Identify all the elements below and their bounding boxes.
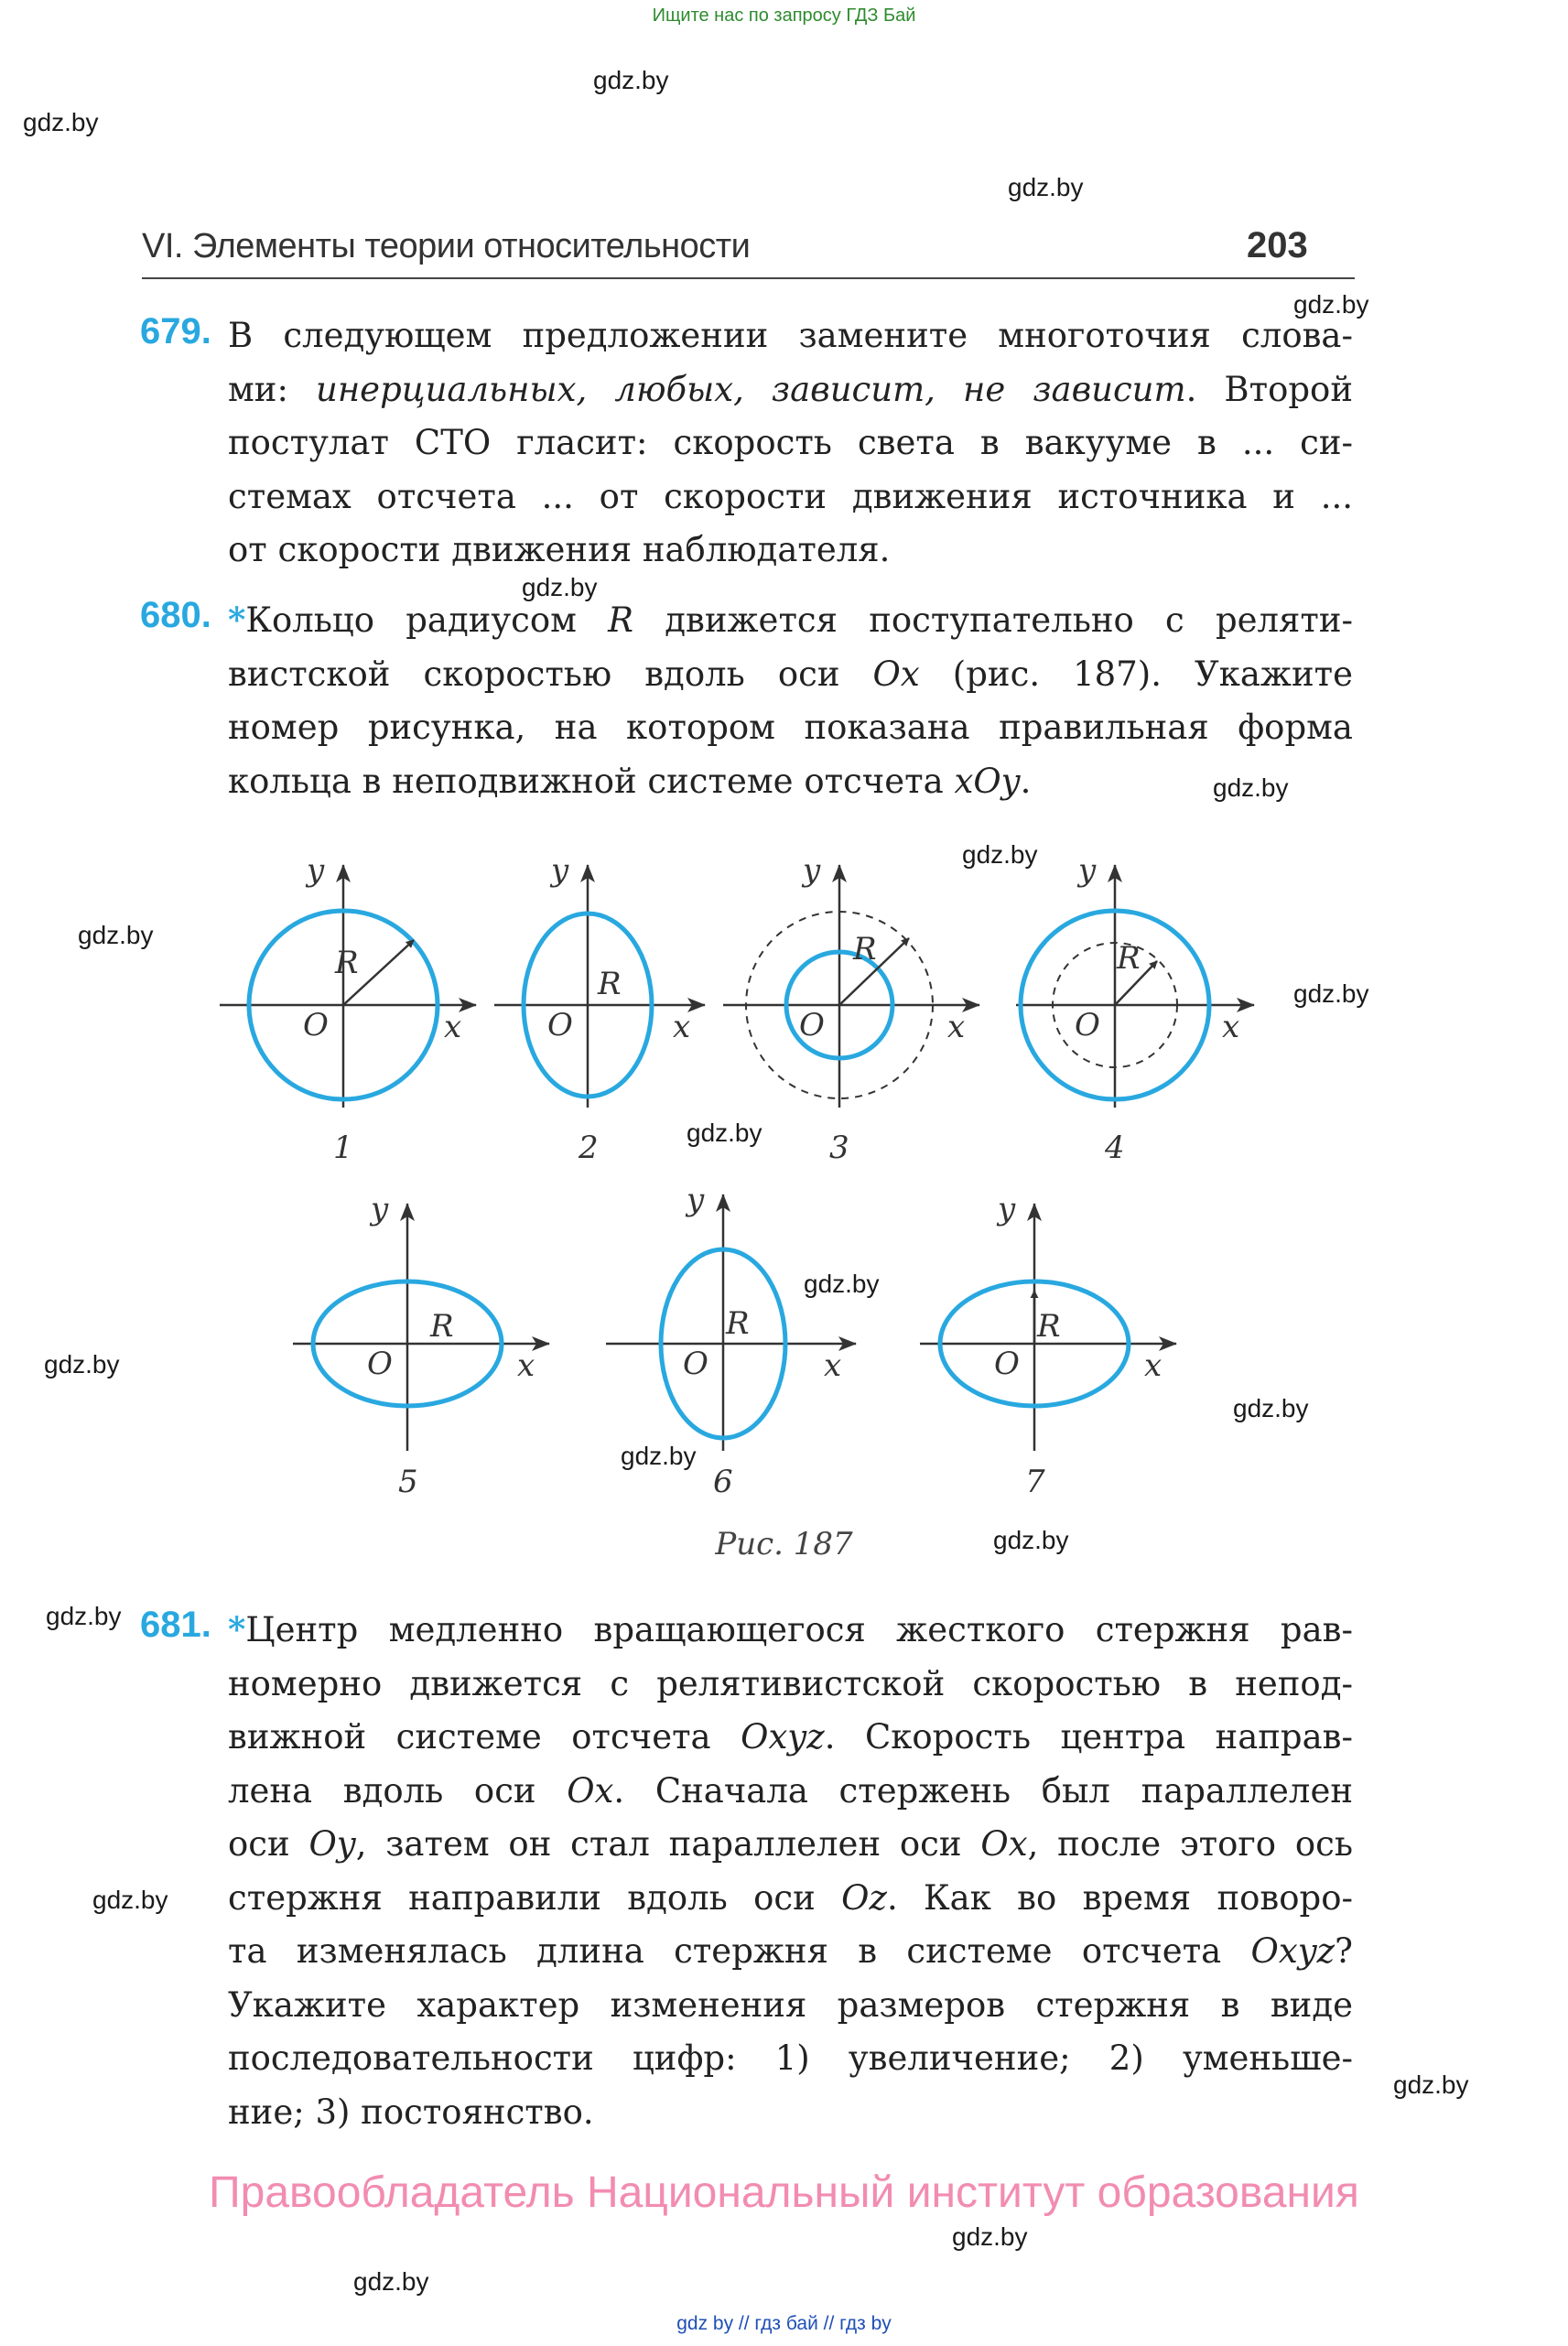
y-axis-label-3: y	[803, 852, 821, 889]
x-axis-label-4: x	[1222, 1009, 1240, 1045]
radius-label-6: R	[726, 1305, 750, 1342]
text-line: вистской скоростью вдоль оси Ox (рис. 187). Укажите	[228, 654, 1353, 694]
watermark: gdz.by	[687, 1119, 762, 1147]
x-axis-label-2: x	[673, 1009, 691, 1045]
problem-681-text	[228, 1603, 1353, 2139]
x-axis-label-5: x	[517, 1347, 535, 1384]
text-line: *Центр медленно вращающегося жесткого стержня рав-	[228, 1609, 1353, 1649]
text-line: стемах отсчета ... от скорости движения источника и ...	[228, 476, 1353, 516]
origin-label-6: O	[683, 1346, 708, 1382]
origin-label-7: O	[994, 1346, 1020, 1382]
panel-number-3: 3	[829, 1130, 849, 1166]
watermark: gdz.by	[1008, 173, 1084, 201]
watermark: gdz.by	[1393, 2070, 1469, 2099]
text-line: ми: инерциальных, любых, зависит, не зависит. Второй	[228, 369, 1353, 409]
origin-label-5: O	[367, 1346, 393, 1382]
text-line: стержня направили вдоль оси Oz. Как во время поворо-	[228, 1877, 1353, 1918]
y-axis-label-4: y	[1078, 852, 1097, 889]
radius-label-3: R	[853, 931, 877, 968]
y-axis-label-1: y	[307, 852, 325, 889]
text-line: ние; 3) постоянство.	[228, 2092, 594, 2132]
origin-label-3: O	[799, 1007, 825, 1043]
copyright-notice: Правообладатель Национальный институт образования	[209, 2168, 1359, 2217]
watermark: gdz.by	[952, 2222, 1028, 2251]
watermark: gdz.by	[962, 840, 1038, 869]
watermark: gdz.by	[804, 1270, 880, 1298]
watermark: gdz.by	[593, 66, 669, 94]
problem-679-number: 679.	[140, 311, 211, 351]
radius-label-2: R	[598, 966, 622, 1002]
y-axis-label-6: y	[687, 1182, 705, 1218]
top-banner-link[interactable]: Ищите нас по запросу ГДЗ Бай	[652, 5, 916, 26]
text-line: от скорости движения наблюдателя.	[228, 530, 891, 569]
panel-number-1: 1	[333, 1130, 353, 1166]
figure-caption: Рис. 187	[715, 1526, 853, 1562]
panel-number-7: 7	[1025, 1464, 1045, 1500]
text-line: кольца в неподвижной системе отсчета xOy.	[228, 761, 1032, 801]
text-line: постулат СТО гласит: скорость света в вакууме в ... си-	[228, 423, 1353, 462]
watermark: gdz.by	[621, 1442, 697, 1470]
radius-label-5: R	[430, 1308, 454, 1345]
text-line: та изменялась длина стержня в системе отсчета Oxyz?	[228, 1931, 1353, 1971]
text-line: последовательности цифр: 1) увеличение; 2) уменьше-	[228, 2038, 1353, 2078]
text-line: лена вдоль оси Ox. Сначала стержень был параллелен	[228, 1770, 1353, 1811]
panel-number-2: 2	[579, 1130, 599, 1166]
x-axis-label-3: x	[947, 1009, 966, 1045]
panel-number-5: 5	[398, 1464, 418, 1500]
watermark: gdz.by	[1293, 979, 1369, 1008]
panel-number-4: 4	[1105, 1130, 1125, 1166]
text-line: номер рисунка, на котором показана правильная форма	[228, 708, 1353, 747]
watermark: gdz.by	[1293, 290, 1369, 319]
text-line: вижной системе отсчета Oxyz. Скорость центра направ-	[228, 1717, 1353, 1757]
watermark: gdz.by	[1213, 773, 1289, 802]
problem-681-number: 681.	[140, 1605, 211, 1645]
origin-label-4: O	[1075, 1007, 1100, 1043]
text-line: Укажите характер изменения размеров стержня в виде	[228, 1984, 1353, 2025]
radius-label-1: R	[335, 945, 359, 981]
chapter-title: VI. Элементы теории относительности	[142, 227, 751, 265]
text-line: *Кольцо радиусом R движется поступательно с реляти-	[228, 600, 1353, 640]
watermark: gdz.by	[92, 1886, 168, 1914]
radius-label-7: R	[1037, 1308, 1061, 1345]
text-line: оси Oy, затем он стал параллелен оси Ox, после этого ось	[228, 1824, 1354, 1864]
text-line: номерно движется с релятивистской скоростью в непод-	[228, 1663, 1353, 1703]
y-axis-label-7: y	[998, 1191, 1016, 1227]
radius-label-4: R	[1117, 940, 1141, 977]
y-axis-label-5: y	[371, 1191, 389, 1227]
page-number: 203	[1247, 225, 1308, 265]
watermark: gdz.by	[353, 2267, 429, 2296]
watermark: gdz.by	[522, 573, 598, 601]
x-axis-label-6: x	[824, 1347, 842, 1384]
x-axis-label-1: x	[444, 1009, 462, 1045]
origin-label-1: O	[303, 1007, 329, 1043]
problem-680-number: 680.	[140, 595, 211, 635]
panel-number-6: 6	[713, 1464, 733, 1500]
text-line: В следующем предложении замените многоточия слова-	[228, 316, 1353, 355]
watermark: gdz.by	[993, 1526, 1069, 1554]
bottom-links[interactable]: gdz by // гдз бай // гдз by	[676, 2313, 892, 2334]
watermark: gdz.by	[44, 1350, 120, 1378]
x-axis-label-7: x	[1144, 1347, 1162, 1384]
watermark: gdz.by	[23, 108, 99, 136]
y-axis-label-2: y	[551, 852, 569, 889]
watermark: gdz.by	[46, 1602, 122, 1630]
watermark: gdz.by	[1233, 1394, 1309, 1422]
watermark: gdz.by	[78, 921, 154, 949]
origin-label-2: O	[547, 1007, 573, 1043]
